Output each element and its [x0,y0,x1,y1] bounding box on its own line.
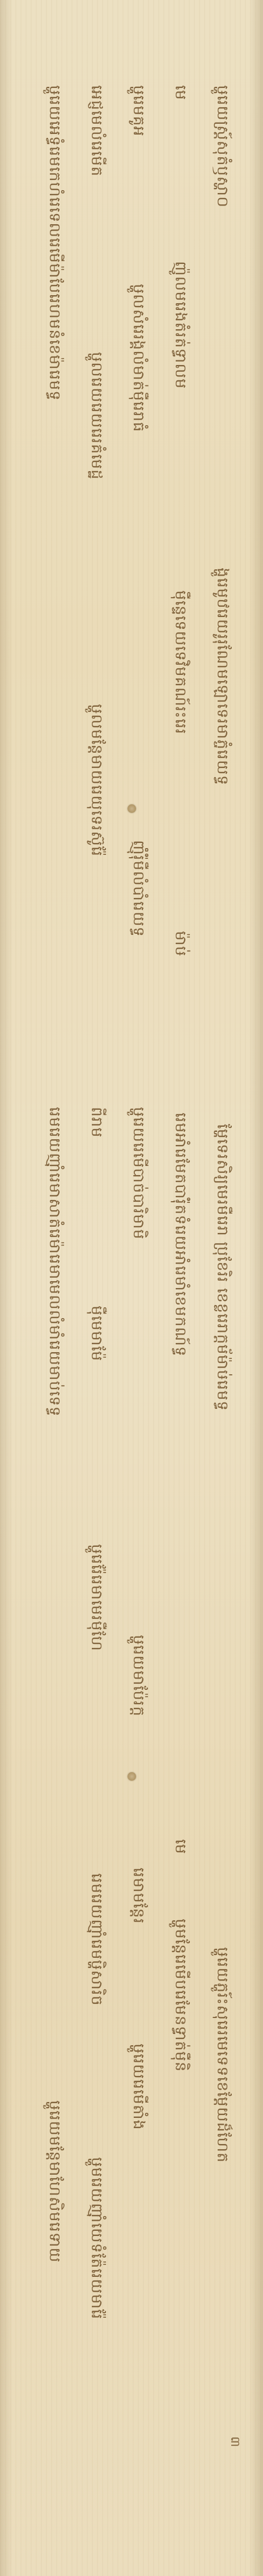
text-segment: រេមអាំរេមែតបារ៉ុំតទំរេយអាំរេមាំខេមកណ៍ទ្ធ [172,1113,189,1357]
text-segment: អេជ្ញមេលំរេមើត [88,85,105,177]
text-segment: ឞ្ហូលសំរេរង្គលំមាត់ម៉ឺរេរាធំ [130,284,147,433]
folio-number: ៣ [228,2436,242,2447]
text-segment: ឞ្ហូលរេយរេយរេរគំមេដ្ឋ [88,352,105,480]
text-segment: រេមរេយញ៉ាំរេមឞ្ហិសារិច [88,1873,105,2006]
text-segment: រេមរេយញ៉ាំរេមាសាតំរេម៉ារេមាមេលលំមាំរេយមាប់ទេទ្ធ [46,1107,63,1417]
text-segment: ឞ្ហូមរេយញ៉ាំយេទំត៉ែរេយមារ៉ែ [88,2157,105,2320]
text-segment: មេ [172,85,189,100]
text-segment: ឞ្ហូរេយភ្ហូរ៍ះសុរេរមេទេទខេម្តែយដ៏ហែត [214,1947,231,2163]
text-line-1 [211,0,234,2576]
text-line-3 [127,0,150,2576]
text-segment: ឞ្ហូរេយរេមើតាំង [130,2044,147,2130]
text-segment: ឞ្ហូរេយរេមើបាច់បារិមាមិ [130,1107,147,1240]
text-segment: រេមាមន្តែរ [130,1868,147,1924]
text-segment: ឞ្ហូមន្តែរេមើបរេមែនទ្ធាត់ម៉ឺនិ [172,1919,189,2072]
text-segment: ឞ្ហូរេយមន្តែមាហែសិមរេទាយ [46,2100,63,2263]
text-segment: ឞ្ហូរេយស្រ្ត៍សុតំឫស្ហា០ [214,85,231,208]
text-segment: ម៉ាឞ់ [172,931,189,956]
text-segment: ឞ្ហូរេយអេទ្ធំរេមកេហំរេទេលរេមើម៉ាបែរេហមនំខេម៉ារេមទ្ធ [46,85,63,401]
text-segment: ពីរាម [88,1107,105,1138]
text-segment: ម៉ឺន្ទេទេយទេវិមគណ៍រះរេរ [172,590,189,735]
text-segment: ញ៉ុំរ៉ុំមឺលំបាំរេយទ្ធ [130,840,147,937]
text-segment: ឞ្ហូរេមគូអ [130,85,147,137]
text-segment: ញ៉ូលមរេងតំរត់ទ្ធាលម [172,261,189,389]
text-segment: ម្ហែទេរសិរ្យមេរមឺរេរា ប្រុខែរិរ ខេខ្លរេរាក្តម័ម៉ាឞ់រេមទ្ធ [214,1124,231,1411]
text-segment: ម៉ឺមេមាម៉ែ [88,1306,105,1362]
text-segment: មេ [172,1839,189,1855]
text-line-4 [85,0,108,2576]
text-line-5 [43,0,66,2576]
text-segment: ឞ្ហូលមន្តែមាយរេយុទេរស៊ូរ៉ែ [88,704,105,857]
text-segment: ឞ្ហូរេរ៉ែរេមាមេរម៉ឺហែ [88,1544,105,1651]
text-segment: ង្ហូរេមូឋរេយរូរុណែមឡោទេរមាភ្ចំរេយទ្ធ [214,568,231,786]
text-segment: ឞ្ហូរេយមាប៉ែរក្ត [130,1635,147,1717]
text-line-2 [169,0,192,2576]
